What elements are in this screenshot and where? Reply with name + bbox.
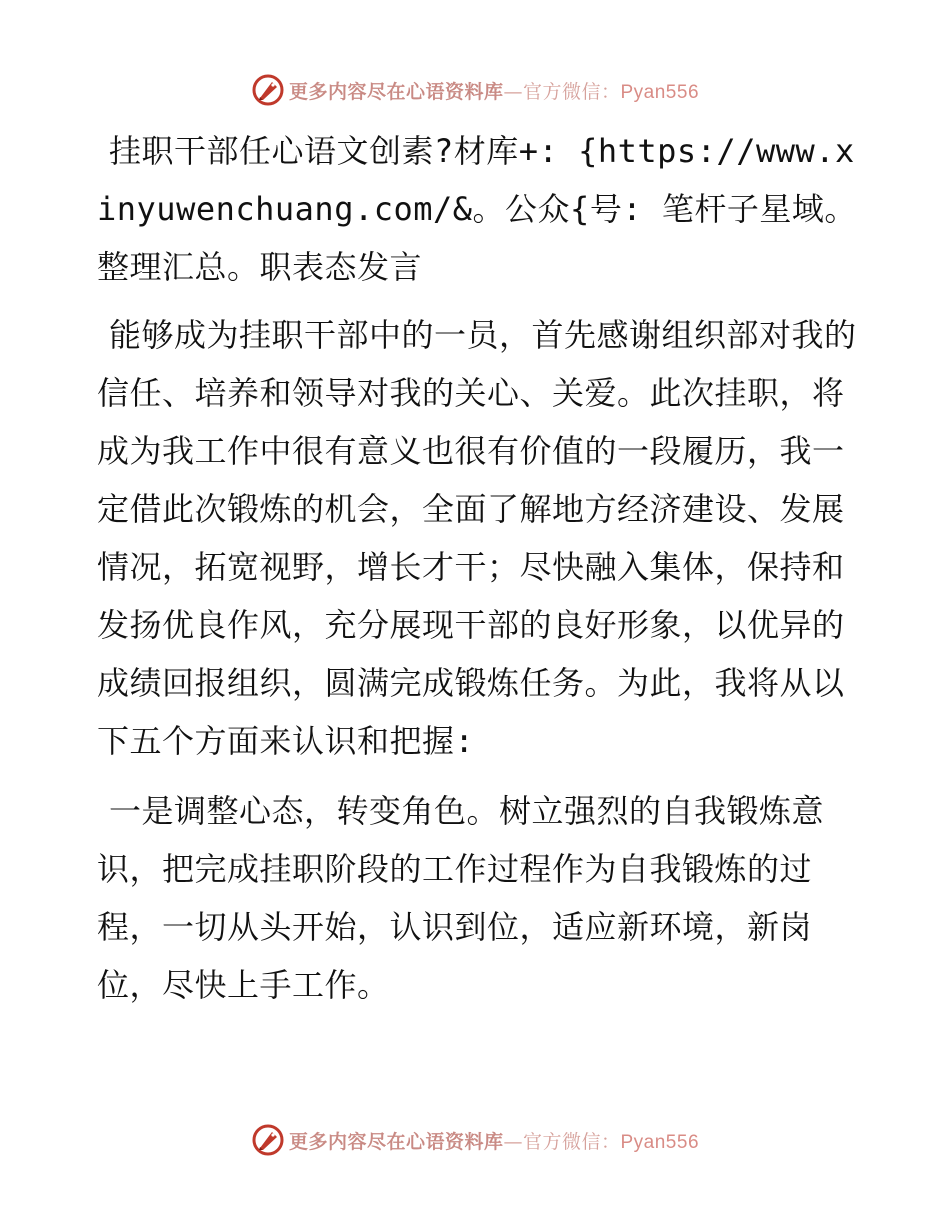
header-contact-value: Pyan556	[620, 81, 700, 103]
pen-nib-logo-icon	[251, 73, 285, 107]
footer-dash: —	[503, 1130, 523, 1153]
header-banner	[0, 70, 950, 110]
paragraph-1-text: 能够成为挂职干部中的一员，首先感谢组织部对我的信任、培养和领导对我的关心、关爱。此次挂职，将成为我工作中很有意义也很有价值的一段履历，我一定借此次锻炼的机会，全面了解地方经济建设、发展情况，拓宽视野，增长才干；尽快融入集体，保持和发扬优良作风，充分展现干部的良好形象，以优异的成绩回报组织，圆满完成锻炼任务。为此，我将从以下五个方面来认识和把握:	[97, 316, 857, 760]
document-body	[97, 122, 857, 1014]
header-contact-label: 官方微信：	[522, 80, 621, 103]
footer-contact-value: Pyan556	[620, 1131, 700, 1153]
document-title-text: 挂职干部任心语文创素?材库+: {https://www.xinyuwenchuang.com/&。公众{号: 笔杆子星域。整理汇总。职表态发言	[97, 132, 857, 286]
paragraph-1	[97, 306, 857, 770]
header-banner-text	[289, 77, 699, 104]
document-title	[97, 122, 857, 296]
paragraph-2-text: 一是调整心态，转变角色。树立强烈的自我锻炼意识，把完成挂职阶段的工作过程作为自我锻炼的过程，一切从头开始，认识到位，适应新环境，新岗位，尽快上手工作。	[97, 792, 825, 1004]
footer-banner-text	[289, 1127, 699, 1154]
paragraph-2	[97, 782, 857, 1014]
footer-slogan: 更多内容尽在心语资料库	[288, 1130, 504, 1153]
footer-contact-label: 官方微信：	[522, 1130, 621, 1153]
footer-banner	[0, 1120, 950, 1160]
header-slogan: 更多内容尽在心语资料库	[288, 80, 504, 103]
pen-nib-logo-icon	[251, 1123, 285, 1157]
header-dash: —	[503, 80, 523, 103]
